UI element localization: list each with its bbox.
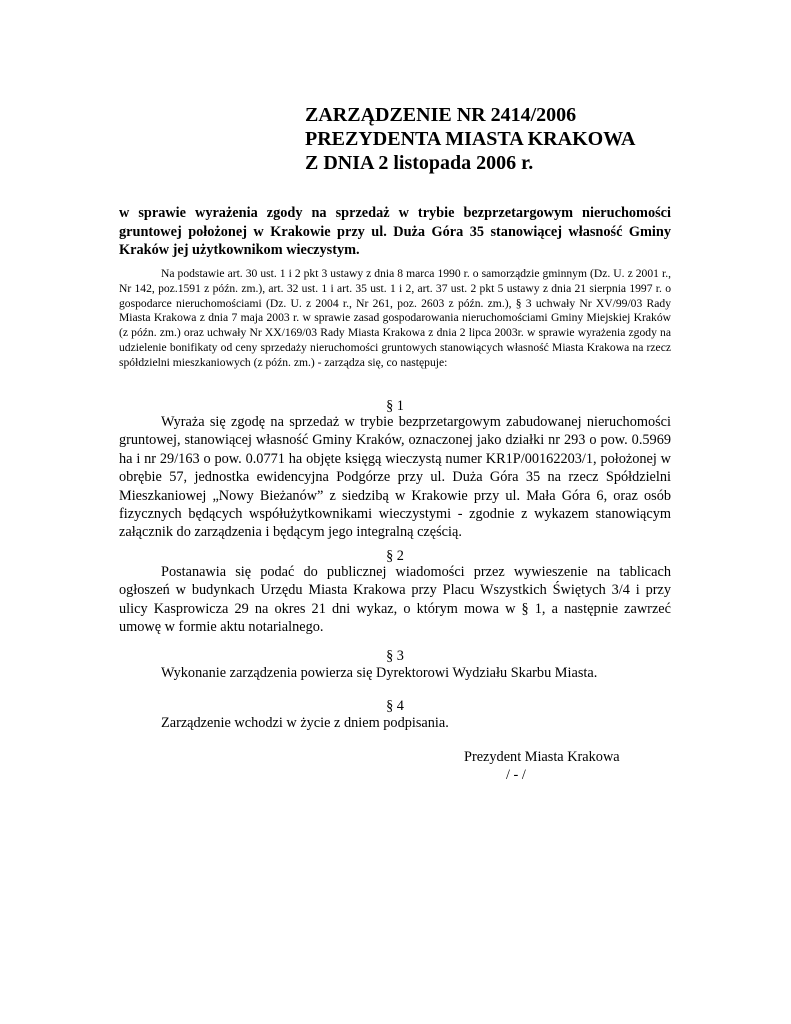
title-line-2: PREZYDENTA MIASTA KRAKOWA bbox=[305, 128, 636, 150]
legal-basis: Na podstawie art. 30 ust. 1 i 2 pkt 3 ustawy z dnia 8 marca 1990 r. o samorządzie gminnym (Dz. U. z 2001 r., Nr 142, poz.1591 z późn. zm.), art. 32 ust. 1 i art. 35 ust. 1 i 2, art. 37 ust. 2 pkt 5 ustawy z dnia 21 sierpnia 1997 r. o gospodarce nieruchomościami (Dz. U. z 2004 r., Nr 261, poz. 2603 z późn. zm.), § 3 uchwały Nr XV/99/03 Rady Miasta Krakowa z dnia 7 maja 2003 r. w sprawie zasad gospodarowania nieruchomościami Gminy Miejskiej Kraków (z późn. zm.) oraz uchwały Nr XX/169/03 Rady Miasta Krakowa z dnia 2 lipca 2003r. w sprawie wyrażenia zgody na udzielenie bonifikaty od ceny sprzedaży nieruchomości gruntowych stanowiących własność Miasta Krakowa na rzecz spółdzielni mieszkaniowych (z późn. zm.) - zarządza się, co następuje: bbox=[119, 267, 671, 369]
signatory-title: Prezydent Miasta Krakowa bbox=[464, 749, 620, 765]
section-2-heading: § 2 bbox=[386, 548, 404, 564]
document-subject: w sprawie wyrażenia zgody na sprzedaż w trybie bezprzetargowym nieruchomości gruntowej położonej w Krakowie przy ul. Duża Góra 35 stanowiącej własność Gminy Kraków jej użytkownikom wieczystym. bbox=[119, 205, 671, 258]
title-line-3: Z DNIA 2 listopada 2006 r. bbox=[305, 152, 534, 174]
section-3-heading: § 3 bbox=[386, 648, 404, 664]
document-title bbox=[305, 103, 635, 175]
section-3-text: Wykonanie zarządzenia powierza się Dyrektorowi Wydziału Skarbu Miasta. bbox=[161, 665, 598, 681]
title-line-1: ZARZĄDZENIE NR 2414/2006 bbox=[305, 104, 577, 126]
section-4-text: Zarządzenie wchodzi w życie z dniem podpisania. bbox=[161, 715, 449, 731]
section-2-text: Postanawia się podać do publicznej wiadomości przez wywieszenie na tablicach ogłoszeń w budynkach Urzędu Miasta Krakowa przy Placu Wszystkich Świętych 3/4 i przy ulicy Kasprowicza 29 na okres 21 dni wykaz, o którym mowa w § 1, a następnie zawrzeć umowę w formie aktu notarialnego. bbox=[119, 564, 671, 636]
section-4-heading: § 4 bbox=[386, 698, 404, 714]
section-1-text: Wyraża się zgodę na sprzedaż w trybie bezprzetargowym zabudowanej nieruchomości gruntowej, stanowiącej własność Gminy Kraków, oznaczonej jako działki nr 293 o pow. 0.5969 ha i nr 29/163 o pow. 0.0771 ha objęte księgą wieczystą numer KR1P/00162203/1, położonej w obrębie 57, jednostka ewidencyjna Podgórze przy ul. Duża Góra 35 na rzecz Spółdzielni Mieszkaniowej „Nowy Bieżanów” z siedzibą w Krakowie przy ul. Mała Góra 6, oraz osób fizycznych będących współużytkownikami wieczystymi - zgodnie z wykazem stanowiącym załącznik do zarządzenia i będącym jego integralną częścią. bbox=[119, 414, 671, 541]
section-1-heading: § 1 bbox=[386, 398, 404, 414]
signature-mark: / - / bbox=[506, 767, 526, 783]
